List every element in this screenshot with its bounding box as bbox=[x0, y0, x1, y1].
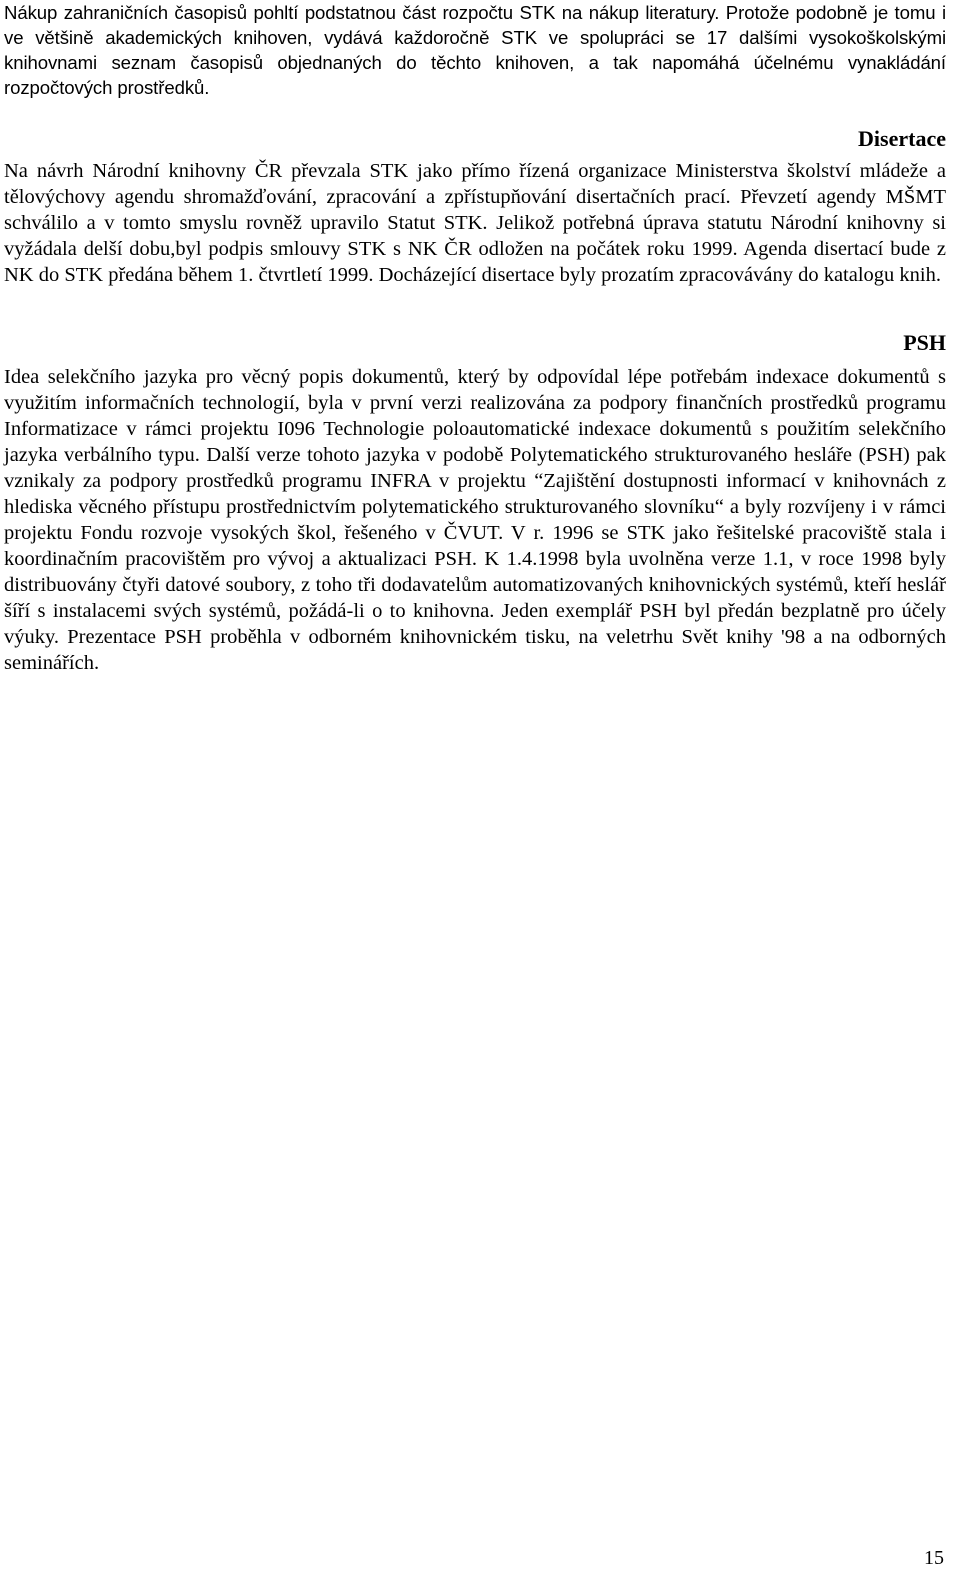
page-number: 15 bbox=[924, 1547, 944, 1569]
section-heading-psh: PSH bbox=[903, 330, 946, 355]
disertace-paragraph: Na návrh Národní knihovny ČR převzala STK jako přímo řízená organizace Ministerstva školství mládeže a tělovýchovy agendu shromažďování, zpracování a zpřístupňování disertačních prací. Převzetí agendy MŠMT schválilo a v tomto smyslu rovněž upravilo Statut STK. Jelikož potřebná úprava statutu Národní knihovny si vyžádala delší dobu,byl podpis smlouvy STK s NK ČR odložen na počátek roku 1999. Agenda disertací bude z NK do STK předána během 1. čtvrtletí 1999. Docházející disertace byly prozatím zpracovávány do katalogu knih. bbox=[4, 160, 946, 286]
intro-paragraph: Nákup zahraničních časopisů pohltí podstatnou část rozpočtu STK na nákup literatury. Protože podobně je tomu i ve většině akademických knihoven, vydává každoročně STK ve spolupráci se 17 dalšími vysokoškolskými knihovnami seznam časopisů objednaných do těchto knihoven, a tak napomáhá účelnému vynakládání rozpočtových prostředků. bbox=[4, 2, 946, 98]
psh-paragraph: Idea selekčního jazyka pro věcný popis dokumentů, který by odpovídal lépe potřebám indexace dokumentů s využitím informačních technologií, byla v první verzi realizována za podpory finančních prostředků programu Informatizace v rámci projektu I096 Technologie poloautomatické indexace dokumentů s použitím selekčního jazyka verbálního typu. Další verze tohoto jazyka v podobě Polytematického strukturovaného hesláře (PSH) pak vznikaly za podpory prostředků programu INFRA v projektu “Zajištění dostupnosti informací v knihovnách z hlediska věcného přístupu prostřednictvím polytematického strukturovaného slovníku“ a byly rozvíjeny i v rámci projektu Fondu rozvoje vysokých škol, řešeného v ČVUT. V r. 1996 se STK jako řešitelské pracoviště stala i koordinačním pracovištěm pro vývoj a aktualizaci PSH. K 1.4.1998 byla uvolněna verze 1.1, v roce 1998 byly distribuovány čtyři datové soubory, z toho tři dodavatelům automatizovaných knihovnických systémů, kteří heslář šíří s instalacemi svých systémů, požádá-li o to knihovna. Jeden exemplář PSH byl předán bezplatně pro účely výuky. Prezentace PSH proběhla v odborném knihovnickém tisku, na veletrhu Svět knihy '98 a na odborných seminářích. bbox=[4, 366, 946, 674]
section-heading-disertace: Disertace bbox=[858, 126, 946, 151]
document-page bbox=[4, 0, 946, 676]
